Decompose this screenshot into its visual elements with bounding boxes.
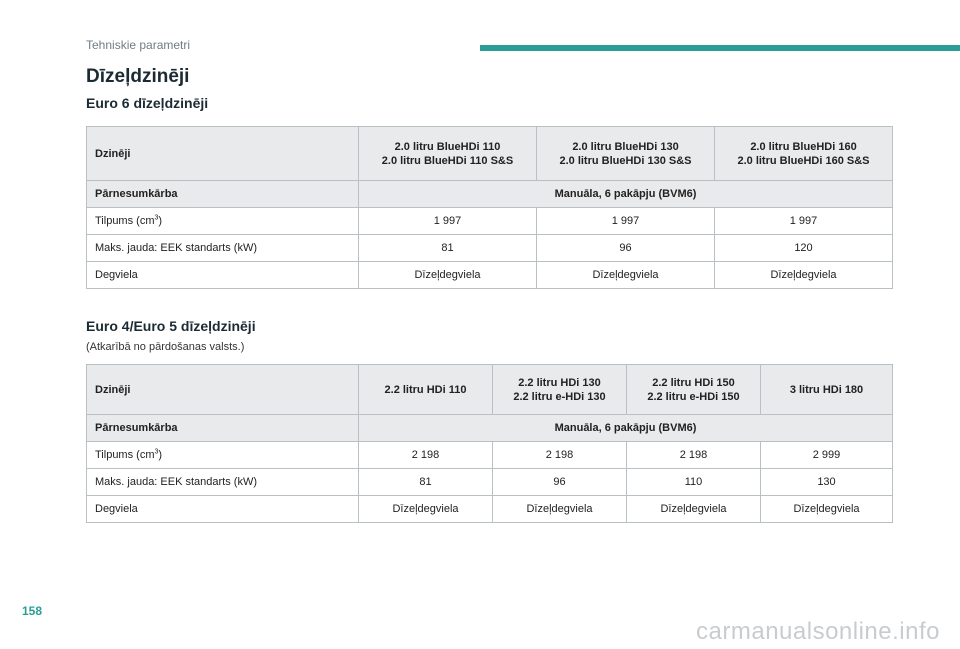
euro6-power-row (87, 235, 893, 262)
header-accent-bar (480, 45, 960, 51)
engine-cell: 2.0 litru BlueHDi 160 2.0 litru BlueHDi 160 S&S (715, 127, 893, 181)
euro6-header-row (87, 127, 893, 181)
fuel-value: Dīzeļdegviela (537, 262, 715, 289)
displacement-value: 2 198 (627, 442, 761, 469)
page-number: 158 (22, 604, 43, 618)
page-title: Dīzeļdzinēji (86, 66, 190, 87)
fuel-value: Dīzeļdegviela (715, 262, 893, 289)
displacement-label: Tilpums $(cm^3)$ (87, 442, 359, 469)
euro6-gearbox-row (87, 181, 893, 208)
fuel-value: Dīzeļdegviela (359, 496, 493, 523)
power-value: 96 (493, 469, 627, 496)
country-note: (Atkarībā no pārdošanas valsts.) (86, 341, 245, 353)
engine-cell: 2.0 litru BlueHDi 130 2.0 litru BlueHDi 130 S&S (537, 127, 715, 181)
displacement-value: 2 198 (493, 442, 627, 469)
engine-cell: 3 litru HDi 180 (761, 365, 893, 415)
fuel-value: Dīzeļdegviela (359, 262, 537, 289)
euro45-gearbox-row (87, 415, 893, 442)
watermark: carmanualsonline.info (696, 618, 940, 645)
running-header: Tehniskie parametri (86, 38, 191, 52)
displacement-value: 1 997 (715, 208, 893, 235)
engine-cell: 2.2 litru HDi 110 (359, 365, 493, 415)
euro45-displacement-row (87, 442, 893, 469)
engine-cell: 2.0 litru BlueHDi 110 2.0 litru BlueHDi 110 S&S (359, 127, 537, 181)
engines-label: Dzinēji (87, 127, 359, 181)
fuel-label: Degviela (87, 496, 359, 523)
displacement-label: Tilpums $(cm^3)$ (87, 208, 359, 235)
fuel-value: Dīzeļdegviela (761, 496, 893, 523)
power-value: 81 (359, 235, 537, 262)
power-label: Maks. jauda: EEK standarts (kW) (87, 235, 359, 262)
displacement-value: 2 198 (359, 442, 493, 469)
fuel-value: Dīzeļdegviela (627, 496, 761, 523)
gearbox-value: Manuāla, 6 pakāpju (BVM6) (359, 415, 893, 442)
power-label: Maks. jauda: EEK standarts (kW) (87, 469, 359, 496)
power-value: 96 (537, 235, 715, 262)
euro45-header-row (87, 365, 893, 415)
euro45-fuel-row (87, 496, 893, 523)
gearbox-value: Manuāla, 6 pakāpju (BVM6) (359, 181, 893, 208)
euro6-section-title: Euro 6 dīzeļdzinēji (86, 95, 209, 111)
engine-cell: 2.2 litru HDi 150 2.2 litru e-HDi 150 (627, 365, 761, 415)
euro45-section-title: Euro 4/Euro 5 dīzeļdzinēji (86, 318, 256, 334)
displacement-value: 1 997 (359, 208, 537, 235)
gearbox-label: Pārnesumkārba (87, 415, 359, 442)
euro6-displacement-row (87, 208, 893, 235)
fuel-label: Degviela (87, 262, 359, 289)
euro45-spec-table (86, 364, 893, 523)
engine-cell: 2.2 litru HDi 130 2.2 litru e-HDi 130 (493, 365, 627, 415)
euro6-fuel-row (87, 262, 893, 289)
power-value: 81 (359, 469, 493, 496)
power-value: 130 (761, 469, 893, 496)
displacement-value: 2 999 (761, 442, 893, 469)
displacement-value: 1 997 (537, 208, 715, 235)
euro45-power-row (87, 469, 893, 496)
engines-label: Dzinēji (87, 365, 359, 415)
power-value: 110 (627, 469, 761, 496)
gearbox-label: Pārnesumkārba (87, 181, 359, 208)
power-value: 120 (715, 235, 893, 262)
euro6-spec-table (86, 126, 893, 289)
fuel-value: Dīzeļdegviela (493, 496, 627, 523)
